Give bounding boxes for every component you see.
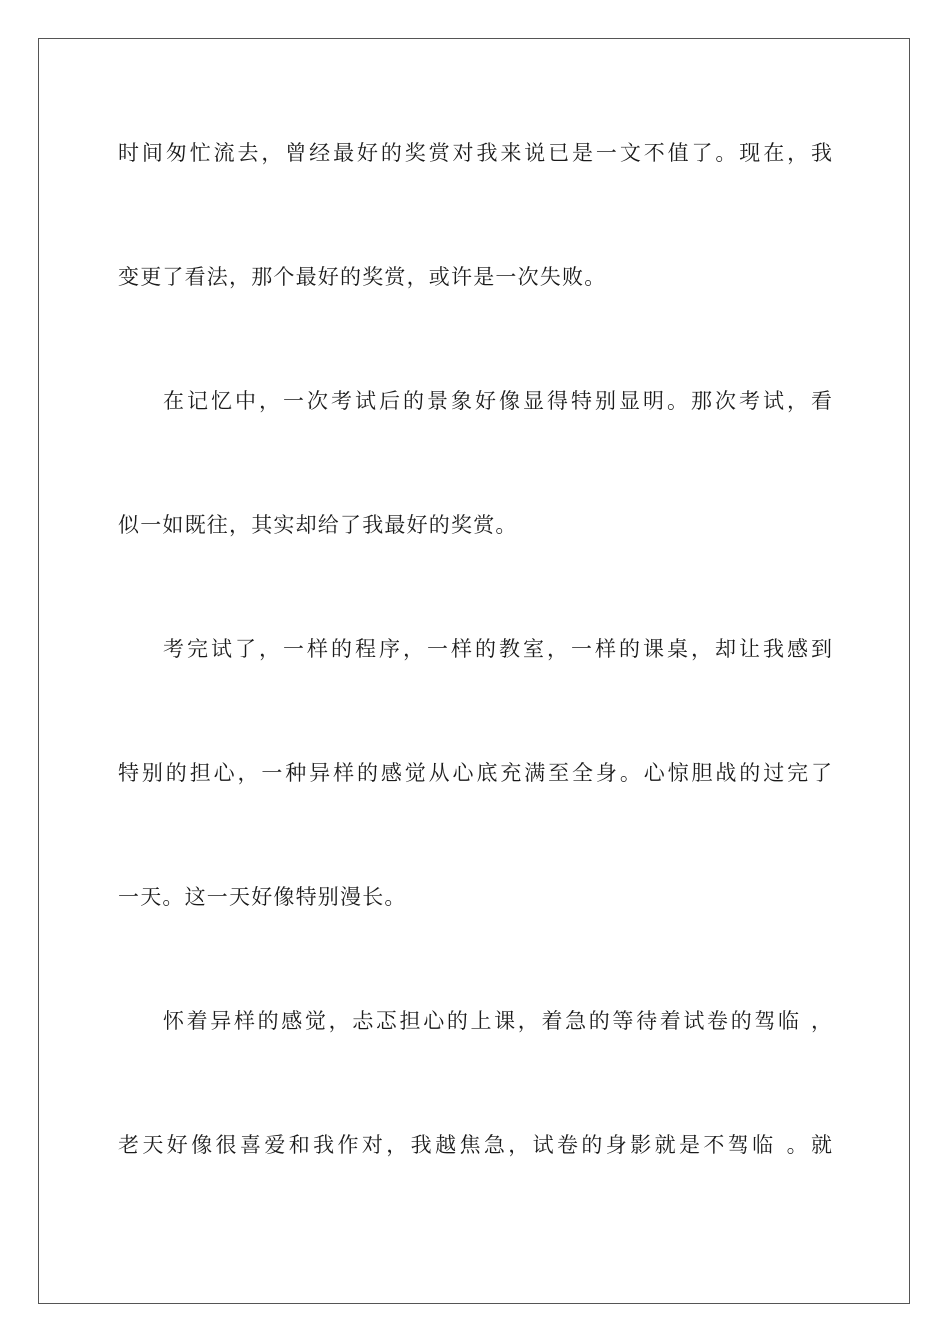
paragraph-4-line-1: 怀着异样的感觉，忐忑担心的上课，着急的等待着试卷的驾临 ， <box>163 1009 832 1033</box>
paragraph-2-line-2: 似一如既往，其实却给了我最好的奖赏。 <box>118 513 518 537</box>
paragraph-4-line-2: 老天好像很喜爱和我作对，我越焦急，试卷的身影就是不驾临 。就 <box>118 1133 832 1157</box>
paragraph-3-line-1: 考完试了，一样的程序，一样的教室，一样的课桌，却让我感到 <box>163 637 832 661</box>
paragraph-3-line-3: 一天。这一天好像特别漫长。 <box>118 885 407 909</box>
paragraph-1-line-2: 变更了看法，那个最好的奖赏，或许是一次失败。 <box>118 265 607 289</box>
page-border <box>38 38 910 1304</box>
paragraph-1-line-1: 时间匆忙流去，曾经最好的奖赏对我来说已是一文不值了。现在，我 <box>118 141 832 165</box>
paragraph-2-line-1: 在记忆中，一次考试后的景象好像显得特别显明。那次考试，看 <box>163 389 832 413</box>
paragraph-3-line-2: 特别的担心，一种异样的感觉从心底充满至全身。心惊胆战的过完了 <box>118 761 832 785</box>
